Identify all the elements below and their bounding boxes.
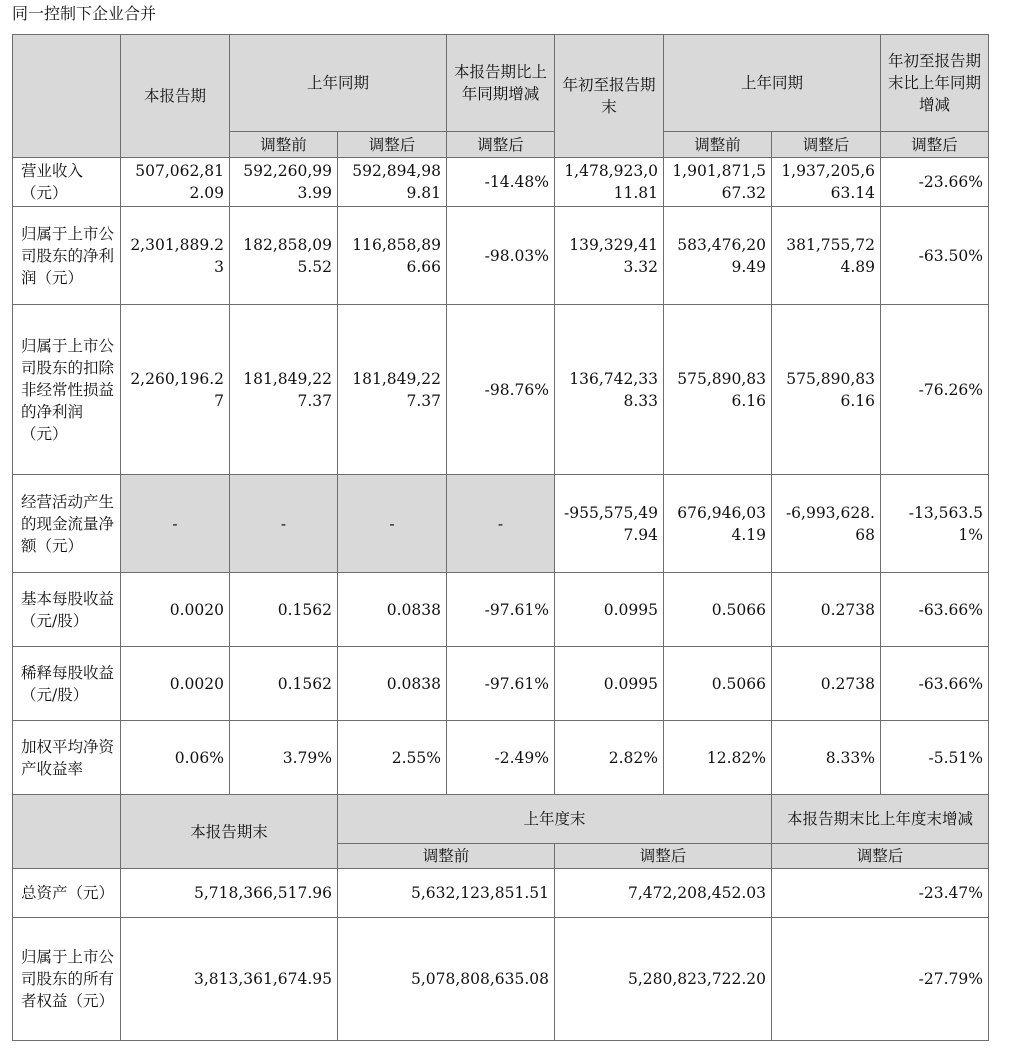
cell-current: 2,260,196.27: [121, 305, 230, 475]
cell-ytd-change: -76.26%: [881, 305, 989, 475]
cell-current: 2,301,889.23: [121, 207, 230, 305]
table-row: [13, 475, 989, 573]
cell-before-adj: 5,078,808,635.08: [338, 918, 555, 1041]
header-before-adj-2: 调整前: [664, 132, 772, 158]
cell-prior-before: -: [230, 475, 338, 573]
cell-ytd-prior-after: 381,755,724.89: [772, 207, 881, 305]
cell-ytd-prior-before: 575,890,836.16: [664, 305, 772, 475]
header-change-vs-prior-year-end: 本报告期末比上年度末增减: [772, 795, 989, 844]
header-change-vs-prior: 本报告期比上年同期增减: [447, 35, 555, 132]
header-prior-same-period: 上年同期: [230, 35, 447, 132]
cell-prior-before: 0.1562: [230, 573, 338, 647]
table-row: [13, 573, 989, 647]
row-label: 归属于上市公司股东的所有者权益（元）: [13, 918, 121, 1041]
row-label: 基本每股收益（元/股）: [13, 573, 121, 647]
header-after-adj-change-2: 调整后: [881, 132, 989, 158]
cell-before-adj: 5,632,123,851.51: [338, 869, 555, 918]
header-after-adj-change-t2: 调整后: [772, 844, 989, 869]
cell-ytd-prior-after: 8.33%: [772, 721, 881, 795]
cell-ytd: 139,329,413.32: [555, 207, 664, 305]
cell-prior-before: 182,858,095.52: [230, 207, 338, 305]
cell-change: -14.48%: [447, 158, 555, 207]
header-after-adj-change: 调整后: [447, 132, 555, 158]
table-row: [13, 305, 989, 475]
header-before-adj-t2: 调整前: [338, 844, 555, 869]
cell-ytd: 0.0995: [555, 573, 664, 647]
cell-ytd-prior-before: 583,476,209.49: [664, 207, 772, 305]
cell-ytd-prior-after: 575,890,836.16: [772, 305, 881, 475]
cell-ytd-prior-before: 0.5066: [664, 573, 772, 647]
cell-ytd-change: -63.66%: [881, 647, 989, 721]
cell-ytd-change: -63.50%: [881, 207, 989, 305]
cell-ytd-prior-before: 1,901,871,567.32: [664, 158, 772, 207]
cell-ytd: -955,575,497.94: [555, 475, 664, 573]
header-prior-same-period-2: 上年同期: [664, 35, 881, 132]
cell-change: -98.76%: [447, 305, 555, 475]
cell-after-adj: 7,472,208,452.03: [555, 869, 772, 918]
cell-prior-after: 2.55%: [338, 721, 447, 795]
cell-ytd-prior-before: 0.5066: [664, 647, 772, 721]
row-label: 经营活动产生的现金流量净额（元）: [13, 475, 121, 573]
cell-change: -: [447, 475, 555, 573]
cell-current: 0.06%: [121, 721, 230, 795]
header-ytd: 年初至报告期末: [555, 35, 664, 158]
cell-change: -23.47%: [772, 869, 989, 918]
cell-ytd-prior-after: -6,993,628.68: [772, 475, 881, 573]
row-label: 加权平均净资产收益率: [13, 721, 121, 795]
cell-change: -97.61%: [447, 573, 555, 647]
table-caption: 同一控制下企业合并: [12, 4, 157, 23]
cell-prior-before: 3.79%: [230, 721, 338, 795]
header-after-adj: 调整后: [338, 132, 447, 158]
header-prior-year-end: 上年度末: [338, 795, 772, 844]
cell-ytd-change: -13,563.51%: [881, 475, 989, 573]
cell-ytd: 2.82%: [555, 721, 664, 795]
row-label: 总资产（元）: [13, 869, 121, 918]
cell-current: -: [121, 475, 230, 573]
cell-change: -98.03%: [447, 207, 555, 305]
cell-period-end: 5,718,366,517.96: [121, 869, 338, 918]
row-label: 稀释每股收益（元/股）: [13, 647, 121, 721]
table-row: [13, 158, 989, 207]
table-row: [13, 721, 989, 795]
table-row: [13, 647, 989, 721]
financial-data-table: [12, 34, 989, 1041]
row-label: 归属于上市公司股东的净利润（元）: [13, 207, 121, 305]
cell-current: 507,062,812.09: [121, 158, 230, 207]
cell-prior-after: 181,849,227.37: [338, 305, 447, 475]
cell-prior-before: 592,260,993.99: [230, 158, 338, 207]
cell-ytd-change: -5.51%: [881, 721, 989, 795]
cell-change: -2.49%: [447, 721, 555, 795]
cell-current: 0.0020: [121, 647, 230, 721]
cell-ytd-prior-before: 12.82%: [664, 721, 772, 795]
table-row: [13, 918, 989, 1041]
header-current-period: 本报告期: [121, 35, 230, 158]
header-before-adj: 调整前: [230, 132, 338, 158]
cell-ytd-change: -23.66%: [881, 158, 989, 207]
cell-change: -27.79%: [772, 918, 989, 1041]
cell-prior-before: 0.1562: [230, 647, 338, 721]
cell-period-end: 3,813,361,674.95: [121, 918, 338, 1041]
header-period-end: 本报告期末: [121, 795, 338, 869]
cell-ytd-change: -63.66%: [881, 573, 989, 647]
cell-current: 0.0020: [121, 573, 230, 647]
header-corner-cell-2: [13, 795, 121, 869]
cell-prior-before: 181,849,227.37: [230, 305, 338, 475]
cell-prior-after: 0.0838: [338, 647, 447, 721]
cell-change: -97.61%: [447, 647, 555, 721]
cell-ytd-prior-after: 0.2738: [772, 573, 881, 647]
cell-ytd-prior-after: 0.2738: [772, 647, 881, 721]
header-after-adj-2: 调整后: [772, 132, 881, 158]
cell-ytd-prior-before: 676,946,034.19: [664, 475, 772, 573]
cell-ytd: 0.0995: [555, 647, 664, 721]
cell-prior-after: 0.0838: [338, 573, 447, 647]
table-row: [13, 207, 989, 305]
row-label: 归属于上市公司股东的扣除非经常性损益的净利润（元）: [13, 305, 121, 475]
header-corner-cell: [13, 35, 121, 158]
header-after-adj-t2: 调整后: [555, 844, 772, 869]
table-row: [13, 869, 989, 918]
cell-ytd-prior-after: 1,937,205,663.14: [772, 158, 881, 207]
cell-ytd: 136,742,338.33: [555, 305, 664, 475]
cell-prior-after: 116,858,896.66: [338, 207, 447, 305]
cell-prior-after: -: [338, 475, 447, 573]
header-ytd-change-vs-prior: 年初至报告期末比上年同期增减: [881, 35, 989, 132]
row-label: 营业收入（元）: [13, 158, 121, 207]
cell-ytd: 1,478,923,011.81: [555, 158, 664, 207]
cell-prior-after: 592,894,989.81: [338, 158, 447, 207]
cell-after-adj: 5,280,823,722.20: [555, 918, 772, 1041]
